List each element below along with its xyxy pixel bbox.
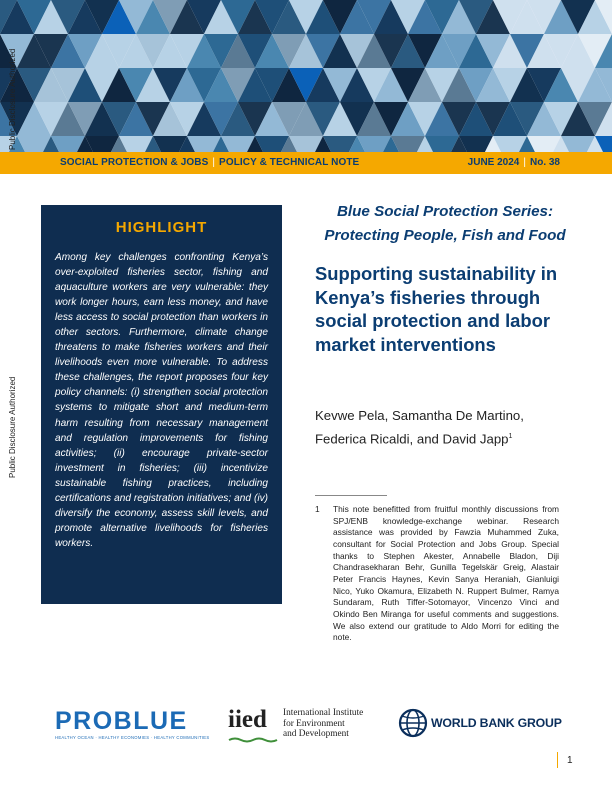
footnote [315, 504, 559, 644]
logo-row [0, 700, 612, 750]
cover-banner [0, 0, 612, 152]
note-type: POLICY & TECHNICAL NOTE [219, 157, 360, 168]
issue-info [468, 157, 560, 168]
page-number: 1 [567, 755, 573, 766]
authors-line [315, 427, 595, 450]
footnote-divider [315, 495, 387, 496]
separator: | [212, 157, 216, 168]
separator: | [523, 157, 526, 168]
header-strip [0, 152, 612, 174]
issue-number: No. 38 [529, 157, 560, 168]
page-title: Supporting sustainability in Kenya’s fisheries through social protection and labor market interventions [315, 263, 558, 355]
iied-name-line: International Institute [283, 708, 364, 718]
footnote-text: This note benefitted from fruitful monthly discussions from SPJ/ENB knowledge-exchange webinar. Research assistance was provided by Fawzia Muhammed Zuka, consultant for Social Protection and Jobs Group. Special thanks to Stephen Akester, Annabelle Bladon, Diji Chandrasekharan Behr, Gunilla Tegelskär Greig, Alastair Peter Francis Haynes, Kevin Sanya Heraniah, Gianluigi Nico, Yuko Okamura, Elizabeth N. Ruppert Bulmer, Ramya Sundaram, Ruth Tiffer-Sotomayor, Vincenzo Vinci and Okindo Ben Miranga for useful comments and suggestions. We also extend our gratitude to Aldo Morri for editing the note. [333, 504, 559, 643]
iied-name [283, 708, 363, 740]
iied-name-line: for Environment [283, 718, 345, 729]
problue-tagline: HEALTHY OCEAN · HEALTHY ECONOMIES · HEALTHY COMMUNITIES [55, 735, 210, 740]
triangle-pattern [0, 0, 612, 152]
problue-logo [55, 708, 209, 740]
disclosure-stamp: Public Disclosure Authorized [8, 376, 17, 478]
page-number-rule [557, 752, 558, 768]
authors-line-text: Federica Ricaldi, and David Japp [315, 430, 509, 446]
highlight-title: HIGHLIGHT [115, 219, 208, 236]
highlight-body: Among key challenges confronting Kenya’s over-exploited fisheries sector, fishing and aquaculture workers are very vulnerable: they work longer hours, earn less money, and have less access to social protection than workers in other sectors. Furthermore, climate change threatens to make fisheries workers and their livelihoods even more vulnerable. To address these challenges, the report proposes four key policy channels: (i) strengthen social protection systems to mitigate short and medium-term harm resulting from necessary management and regulation improvements for fishing activities; (ii) encourage private-sector investment in fisheries; (iii) incentivize sustainable fishing practices, including certifications and registration initiatives; and (iv) diversify the economy, assess skill levels, and promote alternative livelihoods for fisheries workers. [55, 252, 268, 549]
authors [315, 406, 595, 449]
highlight-box [41, 205, 282, 604]
series-title [300, 200, 590, 248]
globe-icon [398, 708, 428, 738]
iied-name-line: and Development [283, 729, 349, 739]
iied-wave-icon [228, 737, 278, 743]
series-label-group [60, 157, 359, 168]
issue-date: JUNE 2024 [467, 157, 520, 168]
series-label: SOCIAL PROTECTION & JOBS [60, 157, 209, 168]
world-bank-name: WORLD BANK GROUP [431, 716, 562, 730]
footnote-number: 1 [315, 504, 320, 514]
disclosure-stamp: Public Disclosure Authorized [8, 48, 17, 150]
authors-line: Kevwe Pela, Samantha De Martino, [315, 408, 524, 423]
iied-wordmark: iied [228, 706, 267, 733]
footnote-marker[interactable]: 1 [508, 432, 513, 440]
problue-wordmark: PROBLUE [55, 707, 188, 735]
series-title-line: Blue Social Protection Series: [336, 203, 554, 220]
series-title-line: Protecting People, Fish and Food [324, 227, 566, 244]
